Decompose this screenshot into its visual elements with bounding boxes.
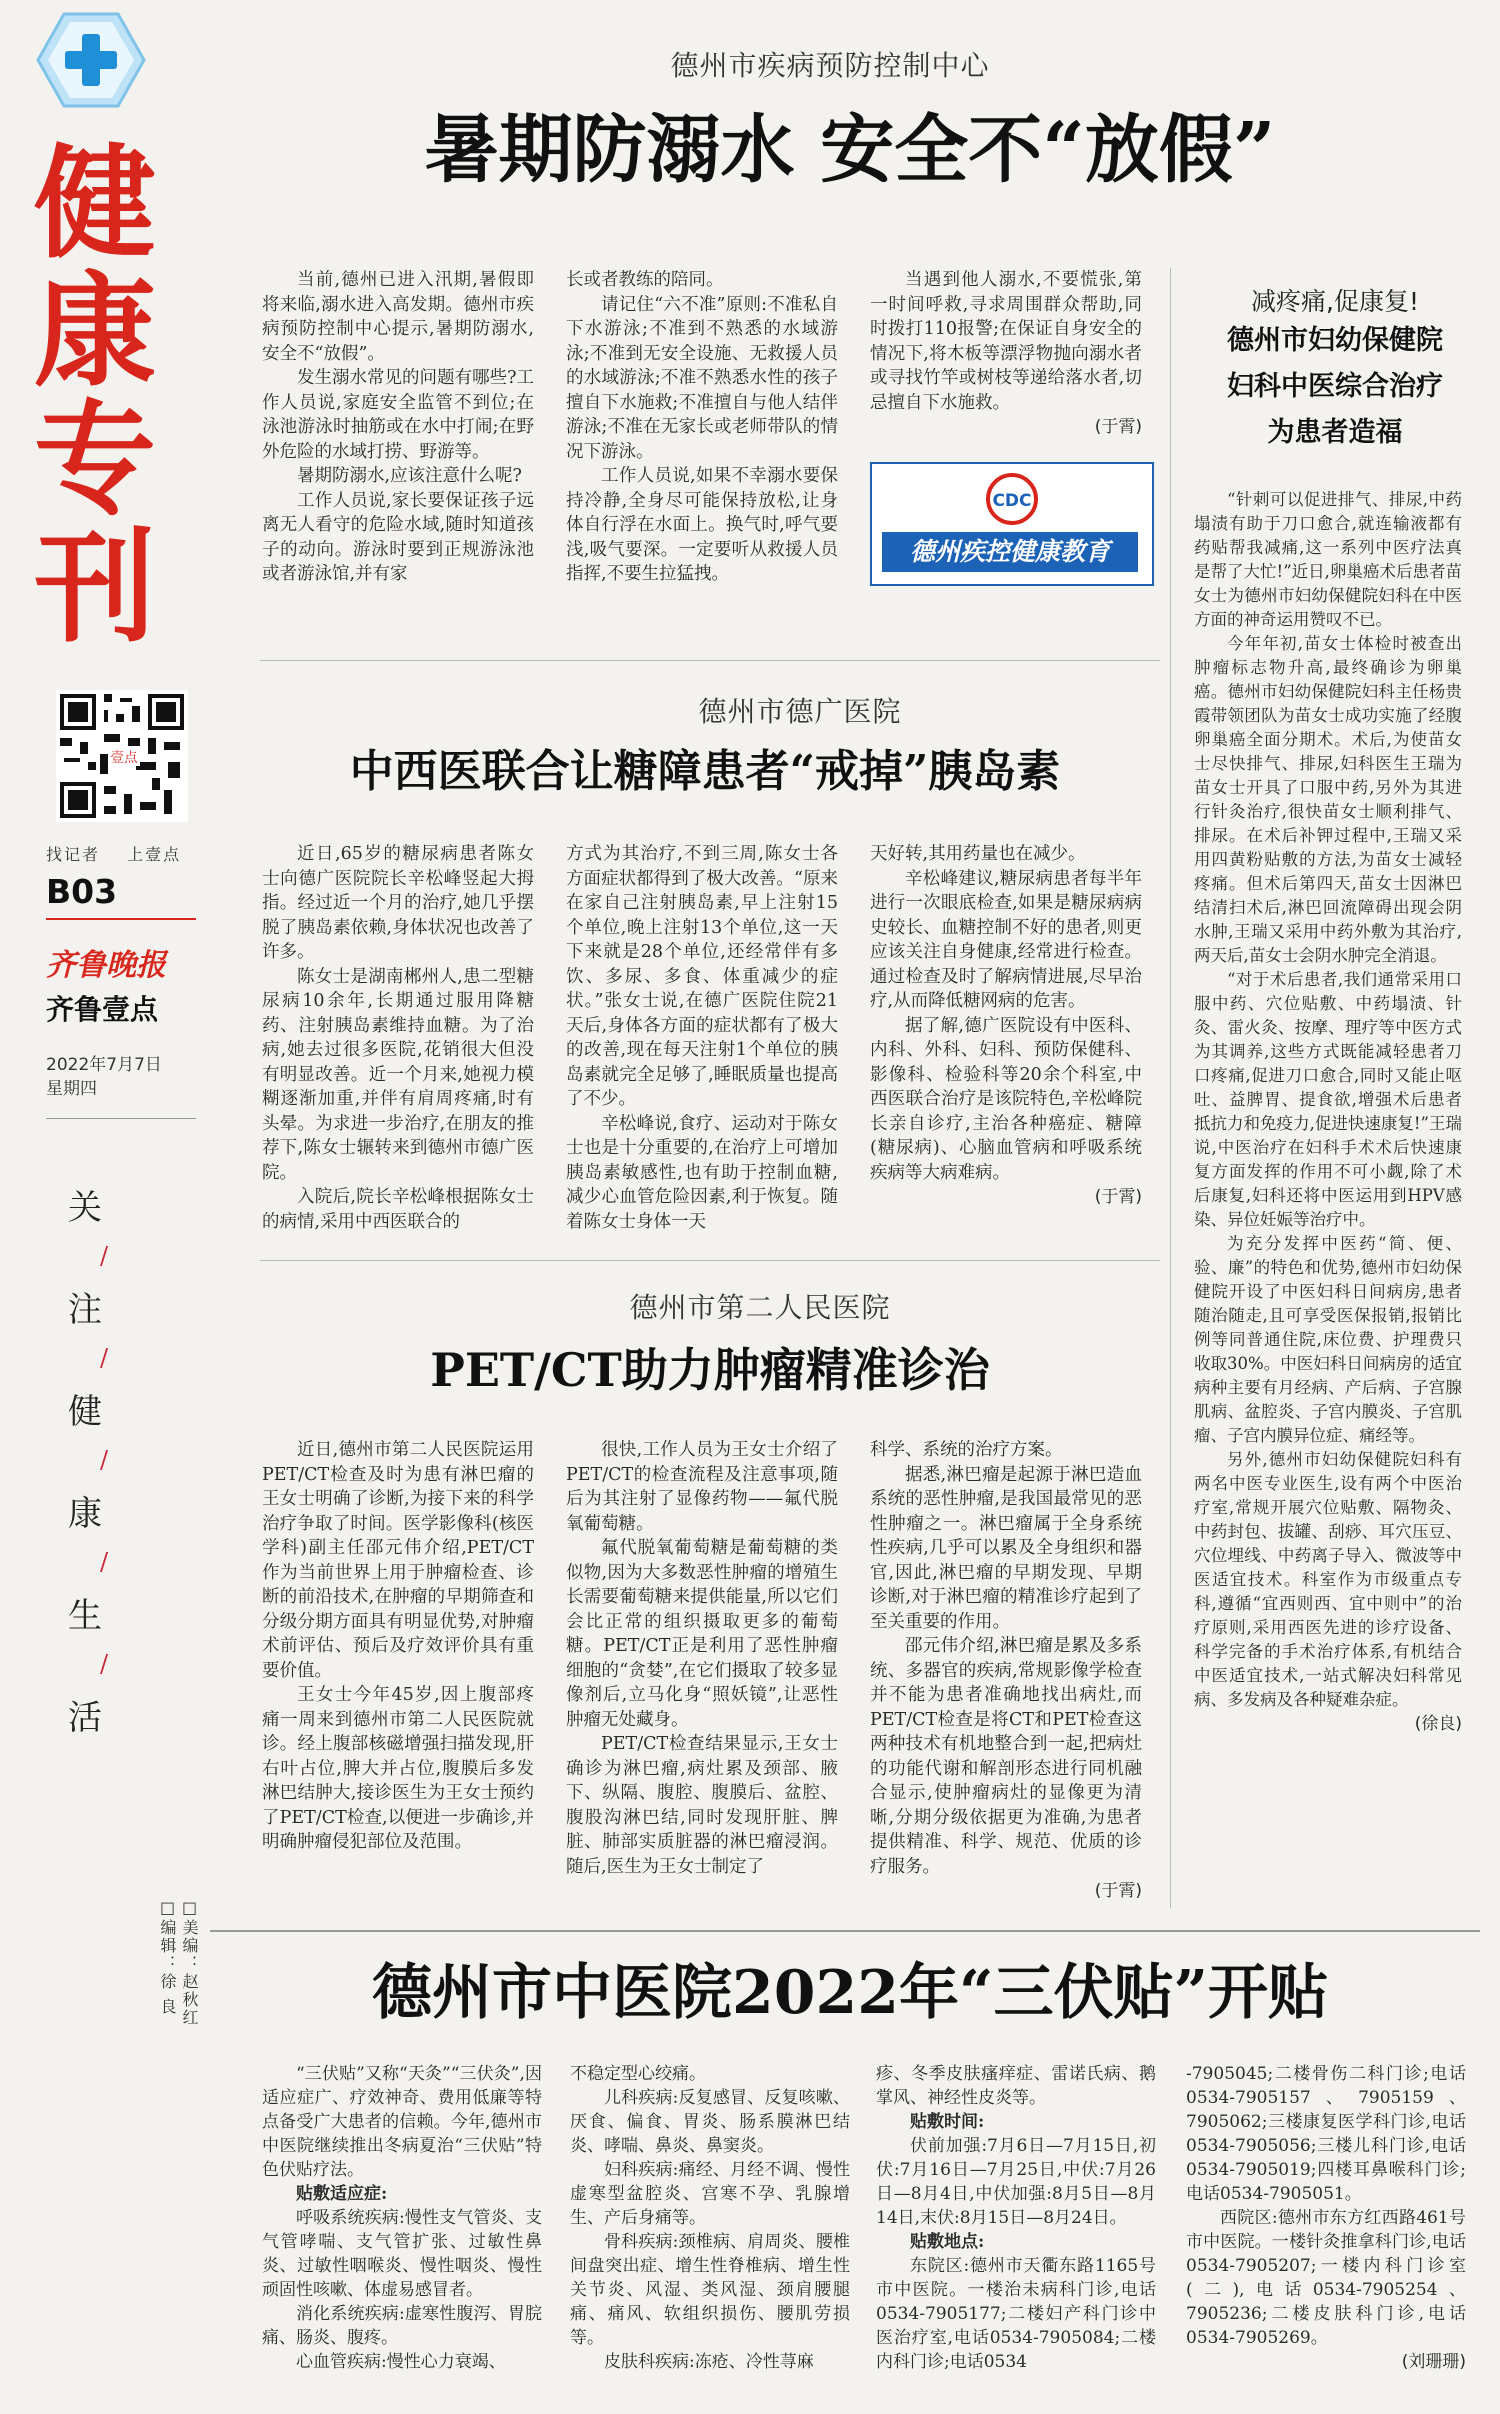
paragraph: 皮肤科疾病:冻疮、冷性荨麻: [604, 2352, 814, 2372]
newspaper-name-1: 齐鲁晚报: [46, 948, 166, 983]
paragraph: 工作人员说,家长要保证孩子远离无人看守的危险水域,随时知道孩子的动向。游泳时要到正规游泳池或者游泳馆,并有家: [262, 490, 534, 584]
paragraph: 心血管疾病:慢性心力衰竭、: [296, 2352, 506, 2372]
cdc-logo-banner: 德州疾控健康教育: [882, 532, 1138, 572]
paragraph: 疹、冬季皮肤瘙痒症、雷诺氏病、鹅掌风、神经性皮炎等。: [876, 2064, 1156, 2108]
tagline-separator: /: [100, 1242, 109, 1270]
paragraph: 不稳定型心绞痛。: [570, 2064, 706, 2084]
article5-col2: [570, 2062, 850, 2374]
article2-col2: [566, 842, 838, 1234]
paragraph: 近日,65岁的糖尿病患者陈女士向德广医院院长辛松峰竖起大拇指。经过近一个月的治疗,她几乎摆脱了胰岛素依赖,身体状况也改善了许多。: [262, 844, 534, 962]
article3-headline: PET/CT助力肿瘤精准诊治: [430, 1343, 990, 1397]
reporter-app: 上壹点: [127, 845, 182, 864]
paragraph: 入院后,院长辛松峰根据陈女士的病情,采用中西医联合的: [262, 1187, 534, 1232]
cdc-emblem-text: CDC: [992, 491, 1032, 511]
article3-hospital: 德州市第二人民医院: [629, 1291, 891, 1324]
article4-byline: (徐良): [1414, 1714, 1462, 1734]
article1-col1: [262, 268, 534, 587]
paragraph: -7905045;二楼骨伤二科门诊;电话0534-7905157、7905159、7905062;三楼康复医学科门诊,电话0534-7905056;三楼儿科门诊,电话0534-7905019;四楼耳鼻喉科门诊;电话0534-7905051。: [1186, 2064, 1466, 2204]
reporter-label: 找记者: [46, 845, 101, 864]
article2-byline: (于霄): [1094, 1187, 1142, 1207]
paragraph: 骨科疾病:颈椎病、肩周炎、腰椎间盘突出症、增生性脊椎病、增生性关节炎、风湿、类风湿、颈肩腰腿痛、痛风、软组织损伤、腰肌劳损等。: [570, 2232, 850, 2348]
paragraph: 妇科疾病:痛经、月经不调、慢性虚寒型盆腔炎、宫寒不孕、乳腺增生、产后身痛等。: [570, 2160, 850, 2228]
paragraph: 辛松峰建议,糖尿病患者每半年进行一次眼底检查,如果是糖尿病病史较长、血糖控制不好的患者,则更应该关注自身健康,经常进行检查。通过检查及时了解病情进展,尽早治疗,从而降低糖网病的危害。: [870, 868, 1142, 1011]
newspaper-name-2: 齐鲁壹点: [46, 993, 159, 1026]
paragraph: 辛松峰说,食疗、运动对于陈女士也是十分重要的,在治疗上可增加胰岛素敏感性,也有助于控制血糖,减少心血管危险因素,利于恢复。随着陈女士身体一天: [566, 1113, 838, 1232]
paragraph-heading: 贴敷时间:: [910, 2112, 985, 2132]
paragraph: 儿科疾病:反复感冒、反复咳嗽、厌食、偏食、胃炎、肠系膜淋巴结炎、哮喘、鼻炎、鼻窦炎。: [570, 2088, 850, 2156]
article5-col4: [1186, 2062, 1466, 2374]
article1-hospital: 德州市疾病预防控制中心: [670, 49, 990, 82]
article5-col1: [262, 2062, 542, 2374]
article5-col3: [876, 2062, 1156, 2374]
masthead-rule: [46, 918, 196, 920]
paragraph: 当前,德州已进入汛期,暑假即将来临,溺水进入高发期。德州市疾病预防控制中心提示,暑期防溺水,安全不“放假”。: [262, 270, 534, 364]
section-divider: [260, 660, 1160, 661]
article4-kicker: 减疼痛,促康复!: [1251, 287, 1419, 316]
paragraph: 当遇到他人溺水,不要慌张,第一时间呼救,寻求周围群众帮助,同时拨打110报警;在保证自身安全的情况下,将木板等漂浮物抛向溺水者或寻找竹竿或树枝等递给落水者,切忌擅自下水施救。: [870, 270, 1142, 413]
paragraph: 工作人员说,如果不幸溺水要保持冷静,全身尽可能保持放松,让身体自行浮在水面上。换气时,呼气要浅,吸气要深。一定要听从救援人员指挥,不要生拉猛拽。: [566, 466, 838, 584]
paragraph: 为充分发挥中医药“简、便、验、廉”的特色和优势,德州市妇幼保健院开设了中医妇科日间病房,患者随治随走,且可享受医保报销,报销比例等同普通住院,床位费、护理费只收取30%。中医妇科日间病房的适宜病种主要有月经病、产后病、子宫腺肌病、盆腔炎、子宫内膜炎、子宫肌瘤、子宫内膜异位症、痛经等。: [1194, 1234, 1462, 1445]
tagline-separator: /: [100, 1446, 109, 1474]
paragraph: 据悉,淋巴瘤是起源于淋巴造血系统的恶性肿瘤,是我国最常见的恶性肿瘤之一。淋巴瘤属于全身系统性疾病,几乎可以累及全身组织和器官,因此,淋巴瘤的早期发现、早期诊断,对于淋巴瘤的精准诊疗起到了至关重要的作用。: [870, 1464, 1142, 1632]
article1-headline: 暑期防溺水 安全不“放假”: [424, 107, 1276, 193]
masthead-title-char: 康: [34, 261, 156, 403]
tagline-char: 活: [68, 1698, 102, 1738]
tagline-separator: /: [100, 1650, 109, 1678]
tagline-separator: /: [100, 1344, 109, 1372]
paragraph-heading: 贴敷适应症:: [296, 2184, 388, 2204]
paragraph: 另外,德州市妇幼保健院妇科有两名中医专业医生,设有两个中医治疗室,常规开展穴位贴敷、隔物灸、中药封包、拔罐、刮痧、耳穴压豆、穴位埋线、中药离子导入、微波等中医适宜技术。科室作为市级重点专科,遵循“宜西则西、宜中则中”的治疗原则,采用西医先进的诊疗设备、科学完备的手术治疗体系,有机结合中医适宜技术,一站式解决妇科常见病、多发病及各种疑难杂症。: [1194, 1450, 1462, 1709]
article3-byline: (于霄): [1094, 1881, 1142, 1901]
paragraph: “对于术后患者,我们通常采用口服中药、穴位贴敷、中药塌渍、针灸、雷火灸、按摩、理疗等中医方式为其调养,这些方式既能减轻患者刀口疼痛,促进刀口愈合,同时又能止呕吐、益脾胃、提食欲,增强术后患者抵抗力和免疫力,促进快速康复!”王瑞说,中医治疗在妇科手术术后快速康复方面发挥的作用不可小觑,除了术后康复,妇科还将中医运用到HPV感染、异位妊娠等治疗中。: [1194, 970, 1462, 1229]
cdc-health-education-logo: [870, 462, 1154, 586]
tagline-char: 关: [68, 1188, 102, 1228]
paragraph: 东院区:德州市天衢东路1165号市中医院。一楼治未病科门诊,电话0534-7905177;二楼妇产科门诊中医治疗室,电话0534-7905084;二楼内科门诊;电话0534: [876, 2256, 1156, 2372]
paragraph: 伏前加强:7月6日—7月15日,初伏:7月16日—7月25日,中伏:7月26日—8月4日,中伏加强:8月5日—8月14日,末伏:8月15日—8月24日。: [876, 2136, 1156, 2228]
paragraph: 陈女士是湖南郴州人,患二型糖尿病10余年,长期通过服用降糖药、注射胰岛素维持血糖。为了治病,她去过很多医院,花销很大但没有明显改善。近一个月来,她视力模糊逐渐加重,并伴有肩周疼痛,时有头晕。为求进一步治疗,在朋友的推荐下,陈女士辗转来到德州市德广医院。: [262, 966, 534, 1183]
cross-logo-icon: [36, 12, 146, 108]
tagline-char: 生: [68, 1596, 102, 1636]
article4-headline-line: 为患者造福: [1267, 417, 1403, 448]
paragraph: 长或者教练的陪同。: [566, 270, 724, 290]
article2-col1: [262, 842, 534, 1234]
tagline-separator: /: [100, 1548, 109, 1576]
article2-hospital: 德州市德广医院: [698, 695, 902, 728]
reporter-label-row: [46, 842, 206, 865]
article4-column-rule: [1170, 268, 1171, 1908]
article1-byline: (于霄): [1094, 417, 1142, 437]
section-divider: [260, 1260, 1160, 1261]
article3-col3: [870, 1438, 1142, 1904]
editor-credit: □编辑：徐 良: [158, 1898, 177, 2017]
designer-credit: □美编：赵秋红: [180, 1898, 199, 2027]
tagline-char: 健: [68, 1392, 102, 1432]
paragraph: “三伏贴”又称“天灸”“三伏灸”,因适应症广、疗效神奇、费用低廉等特点备受广大患者的信赖。今年,德州市中医院继续推出冬病夏治“三伏贴”特色伏贴疗法。: [262, 2064, 542, 2180]
paragraph: PET/CT检查结果显示,王女士确诊为淋巴瘤,病灶累及颈部、腋下、纵隔、腹腔、腹膜后、盆腔、腹股沟淋巴结,同时发现肝脏、脾脏、肺部实质脏器的淋巴瘤浸润。随后,医生为王女士制定了: [566, 1734, 838, 1877]
paragraph: 消化系统疾病:虚寒性腹泻、胃脘痛、肠炎、腹疼。: [262, 2304, 542, 2348]
paragraph: 今年年初,苗女士体检时被查出肿瘤标志物升高,最终确诊为卵巢癌。德州市妇幼保健院妇科主任杨贵霞带领团队为苗女士成功实施了经腹卵巢癌全面分期术。术后,为使苗女士尽快排气、排尿,妇科医生王瑞为苗女士开具了口服中药,另外为其进行针灸治疗,很快苗女士顺利排气、排尿。在术后补钾过程中,王瑞又采用四黄粉贴敷的方法,为苗女士减轻疼痛。但术后第四天,苗女士因淋巴结清扫术后,淋巴回流障碍出现会阴水肿,王瑞又采用中药外敷为其治疗,两天后,苗女士会阴水肿完全消退。: [1194, 634, 1462, 965]
qr-code-icon[interactable]: [56, 690, 188, 822]
masthead-divider: [46, 1118, 196, 1119]
paragraph: 很快,工作人员为王女士介绍了PET/CT的检查流程及注意事项,随后为其注射了显像药物——氟代脱氧葡萄糖。: [566, 1440, 838, 1534]
article2-headline: 中西医联合让糖障患者“戒掉”胰岛素: [349, 746, 1061, 797]
article5-headline: 德州市中医院2022年“三伏贴”开贴: [371, 1958, 1328, 2028]
article5-byline: (刘珊珊): [1401, 2352, 1466, 2372]
article3-col1: [262, 1438, 534, 1855]
tagline-char: 康: [68, 1494, 102, 1534]
paragraph: 请记住“六不准”原则:不准私自下水游泳;不准到不熟悉的水域游泳;不准到无安全设施、无救援人员的水域游泳;不准不熟悉水性的孩子擅自下水施救;不准擅自与他人结伴游泳;不准在无家长或老师带队的情况下游泳。: [566, 294, 838, 462]
article4-headline-line: 妇科中医综合治疗: [1227, 371, 1443, 402]
paragraph: 方式为其治疗,不到三周,陈女士各方面症状都得到了极大改善。“原来在家自己注射胰岛素,早上注射15个单位,晚上注射13个单位,这一天下来就是28个单位,还经常伴有多饮、多尿、多食、体重减少的症状。”张女士说,在德广医院住院21天后,身体各方面的症状都有了极大的改善,现在每天注射1个单位的胰岛素就完全足够了,睡眠质量也提高了不少。: [566, 844, 838, 1109]
paragraph: 西院区:德州市东方红西路461号市中医院。一楼针灸推拿科门诊,电话0534-7905207;一楼内科门诊室(二),电话0534-7905254、7905236;二楼皮肤科门诊,电话0534-7905269。: [1186, 2208, 1466, 2348]
paragraph: 呼吸系统疾病:慢性支气管炎、支气管哮喘、支气管扩张、过敏性鼻炎、过敏性咽喉炎、慢性咽炎、慢性顽固性咳嗽、体虚易感冒者。: [262, 2208, 542, 2300]
paragraph: 天好转,其用药量也在减少。: [870, 844, 1086, 864]
article2-col3: [870, 842, 1142, 1210]
paragraph: 科学、系统的治疗方案。: [870, 1440, 1063, 1460]
masthead-title-char: 专: [34, 389, 156, 531]
page-code: B03: [46, 872, 118, 911]
paragraph: 邵元伟介绍,淋巴瘤是累及多系统、多器官的疾病,常规影像学检查并不能为患者准确地找出病灶,而PET/CT检查是将CT和PET检查这两种技术有机地整合到一起,把病灶的功能代谢和解剖形态进行同机融合显示,使肿瘤病灶的显像更为清晰,分期分级依据更为准确,为患者提供精准、科学、规范、优质的诊疗服务。: [870, 1636, 1142, 1877]
tagline-char: 注: [68, 1290, 102, 1330]
cdc-emblem-icon: [982, 472, 1042, 526]
article4-headline: [1190, 318, 1480, 456]
section-divider: [210, 1930, 1480, 1932]
paragraph: 暑期防溺水,应该注意什么呢?: [297, 466, 522, 486]
article1-col3: [870, 268, 1142, 440]
paragraph-heading: 贴敷地点:: [910, 2232, 985, 2252]
masthead-title-char: 健: [34, 133, 156, 275]
article1-col2: [566, 268, 838, 587]
paragraph: 发生溺水常见的问题有哪些?工作人员说,家庭安全监管不到位;在泳池游泳时抽筋或在水中打闹;在野外危险的水域打捞、野游等。: [262, 368, 534, 462]
paragraph: “针刺可以促进排气、排尿,中药塌渍有助于刀口愈合,就连输液都有药贴帮我减痛,这一系列中医疗法真是帮了大忙!”近日,卵巢癌术后患者苗女士为德州市妇幼保健院妇科在中医方面的神奇运用赞叹不已。: [1194, 490, 1462, 629]
paragraph: 近日,德州市第二人民医院运用PET/CT检查及时为患有淋巴瘤的王女士明确了诊断,为接下来的科学治疗争取了时间。医学影像科(核医学科)副主任邵元伟介绍,PET/CT作为当前世界上用于肿瘤检查、诊断的前沿技术,在肿瘤的早期筛查和分级分期方面具有明显优势,对肿瘤术前评估、预后及疗效评价具有重要价值。: [262, 1440, 534, 1681]
article4-body: [1194, 488, 1462, 1736]
paragraph: 据了解,德广医院设有中医科、内科、外科、妇科、预防保健科、影像科、检验科等20余个科室,中西医联合治疗是该院特色,辛松峰院长亲自诊疗,主治各种癌症、糖障(糖尿病)、心脑血管病和呼吸系统疾病等大病难病。: [870, 1015, 1142, 1183]
paragraph: 王女士今年45岁,因上腹部疼痛一周来到德州市第二人民医院就诊。经上腹部核磁增强扫描发现,肝右叶占位,脾大并占位,腹膜后多发淋巴结肿大,接诊医生为王女士预约了PET/CT检查,以便进一步确诊,并明确肿瘤侵犯部位及范围。: [262, 1685, 534, 1852]
masthead: [0, 0, 200, 2414]
issue-weekday: 星期四: [46, 1079, 97, 1099]
article4-headline-line: 德州市妇幼保健院: [1227, 325, 1443, 356]
qr-caption: 壹点: [110, 750, 138, 766]
masthead-title-char: 刊: [34, 517, 156, 659]
article3-col2: [566, 1438, 838, 1879]
paragraph: 氟代脱氧葡萄糖是葡萄糖的类似物,因为大多数恶性肿瘤的增殖生长需要葡萄糖来提供能量,所以它们会比正常的组织摄取更多的葡萄糖。PET/CT正是利用了恶性肿瘤细胞的“贪婪”,在它们摄取了较多显像剂后,立马化身“照妖镜”,让恶性肿瘤无处藏身。: [566, 1538, 838, 1730]
issue-date: 2022年7月7日: [46, 1055, 162, 1075]
